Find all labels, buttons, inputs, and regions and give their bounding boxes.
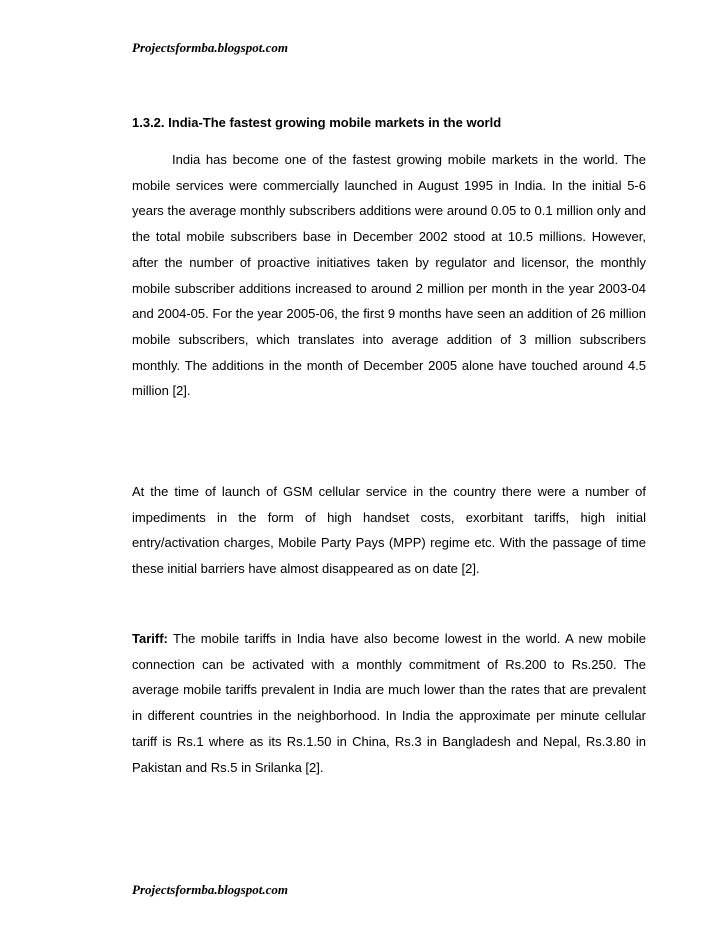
tariff-lead: Tariff: xyxy=(132,631,168,646)
paragraph-tariff xyxy=(132,626,646,780)
paragraph-market-growth: India has become one of the fastest growing mobile markets in the world. The mobile services were commercially launched in August 1995 in India. In the initial 5-6 years the average monthly subscribers additions were around 0.05 to 0.1 million only and the total mobile subscribers base in December 2002 stood at 10.5 millions. However, after the number of proactive initiatives taken by regulator and licensor, the monthly mobile subscriber additions increased to around 2 million per month in the year 2003-04 and 2004-05. For the year 2005-06, the first 9 months have seen an addition of 26 million mobile subscribers, which translates into average addition of 3 million subscribers monthly. The additions in the month of December 2005 alone have touched around 4.5 million [2]. xyxy=(132,152,646,399)
footer-site-name: Projectsformba.blogspot.com xyxy=(132,882,288,897)
tariff-text: The mobile tariffs in India have also become lowest in the world. A new mobile connection can be activated with a monthly commitment of Rs.200 to Rs.250. The average mobile tariffs prevalent in India are much lower than the rates that are prevalent in different countries in the neighborhood. In India the approximate per minute cellular tariff is Rs.1 where as its Rs.1.50 in China, Rs.3 in Bangladesh and Nepal, Rs.3.80 in Pakistan and Rs.5 in Srilanka [2]. xyxy=(132,631,646,775)
header-site-name: Projectsformba.blogspot.com xyxy=(132,40,288,55)
paragraph-gsm-impediments: At the time of launch of GSM cellular service in the country there were a number of impediments in the form of high handset costs, exorbitant tariffs, high initial entry/activation charges, Mobile Party Pays (MPP) regime etc. With the passage of time these initial barriers have almost disappeared as on date [2]. xyxy=(132,484,646,577)
section-heading: 1.3.2. India-The fastest growing mobile markets in the world xyxy=(132,115,502,130)
